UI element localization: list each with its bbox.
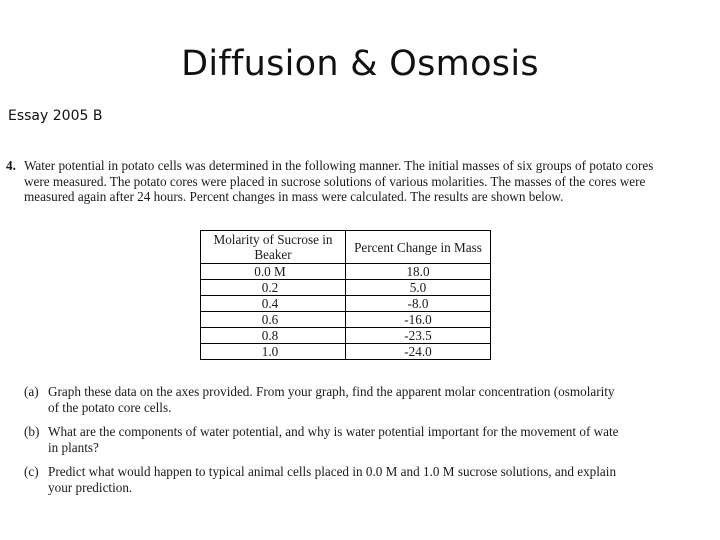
question-part-a xyxy=(24,384,682,415)
cell-percent-change: -24.0 xyxy=(346,344,491,360)
cell-molarity: 0.2 xyxy=(201,280,346,296)
cell-percent-change: -23.5 xyxy=(346,328,491,344)
cell-molarity: 0.8 xyxy=(201,328,346,344)
table-row xyxy=(201,344,491,360)
header-molarity: Molarity of Sucrose in Beaker xyxy=(201,231,346,264)
slide-subtitle: Essay 2005 B xyxy=(8,108,103,124)
question-block xyxy=(6,158,682,205)
question-text: Water potential in potato cells was determined in the following manner. The initial masses of six groups of potato cores were measured. The potato cores were placed in sucrose solutions of various molarities. The masses of the cores were measured again after 24 hours. Percent changes in mass were calculated. The results are shown below. xyxy=(24,158,654,204)
slide-title: Diffusion & Osmosis xyxy=(181,44,539,84)
cell-percent-change: 18.0 xyxy=(346,264,491,280)
part-label: (a) xyxy=(24,384,39,399)
table-row xyxy=(201,312,491,328)
table-header-row xyxy=(201,231,491,264)
cell-percent-change: 5.0 xyxy=(346,280,491,296)
part-text-line: What are the components of water potential, and why is water potential important for the movement of wate xyxy=(48,424,619,439)
data-table xyxy=(200,230,491,360)
question-part-c xyxy=(24,464,682,495)
cell-percent-change: -8.0 xyxy=(346,296,491,312)
part-text-line: Graph these data on the axes provided. From your graph, find the apparent molar concentration (osmolarity xyxy=(48,384,615,399)
part-text-line: of the potato core cells. xyxy=(48,399,172,415)
table-row xyxy=(201,328,491,344)
table-row xyxy=(201,296,491,312)
cell-molarity: 0.6 xyxy=(201,312,346,328)
table-row xyxy=(201,280,491,296)
header-percent-change: Percent Change in Mass xyxy=(346,231,491,264)
cell-molarity: 1.0 xyxy=(201,344,346,360)
table-row xyxy=(201,264,491,280)
part-text-line: in plants? xyxy=(48,439,99,455)
part-label: (b) xyxy=(24,424,40,439)
question-parts xyxy=(24,384,682,504)
cell-molarity: 0.4 xyxy=(201,296,346,312)
part-text-line: your prediction. xyxy=(48,479,133,495)
part-label: (c) xyxy=(24,464,39,479)
question-part-b xyxy=(24,424,682,455)
cell-percent-change: -16.0 xyxy=(346,312,491,328)
question-number: 4. xyxy=(6,158,16,173)
cell-molarity: 0.0 M xyxy=(201,264,346,280)
part-text-line: Predict what would happen to typical animal cells placed in 0.0 M and 1.0 M sucrose solutions, and explain xyxy=(48,464,617,479)
